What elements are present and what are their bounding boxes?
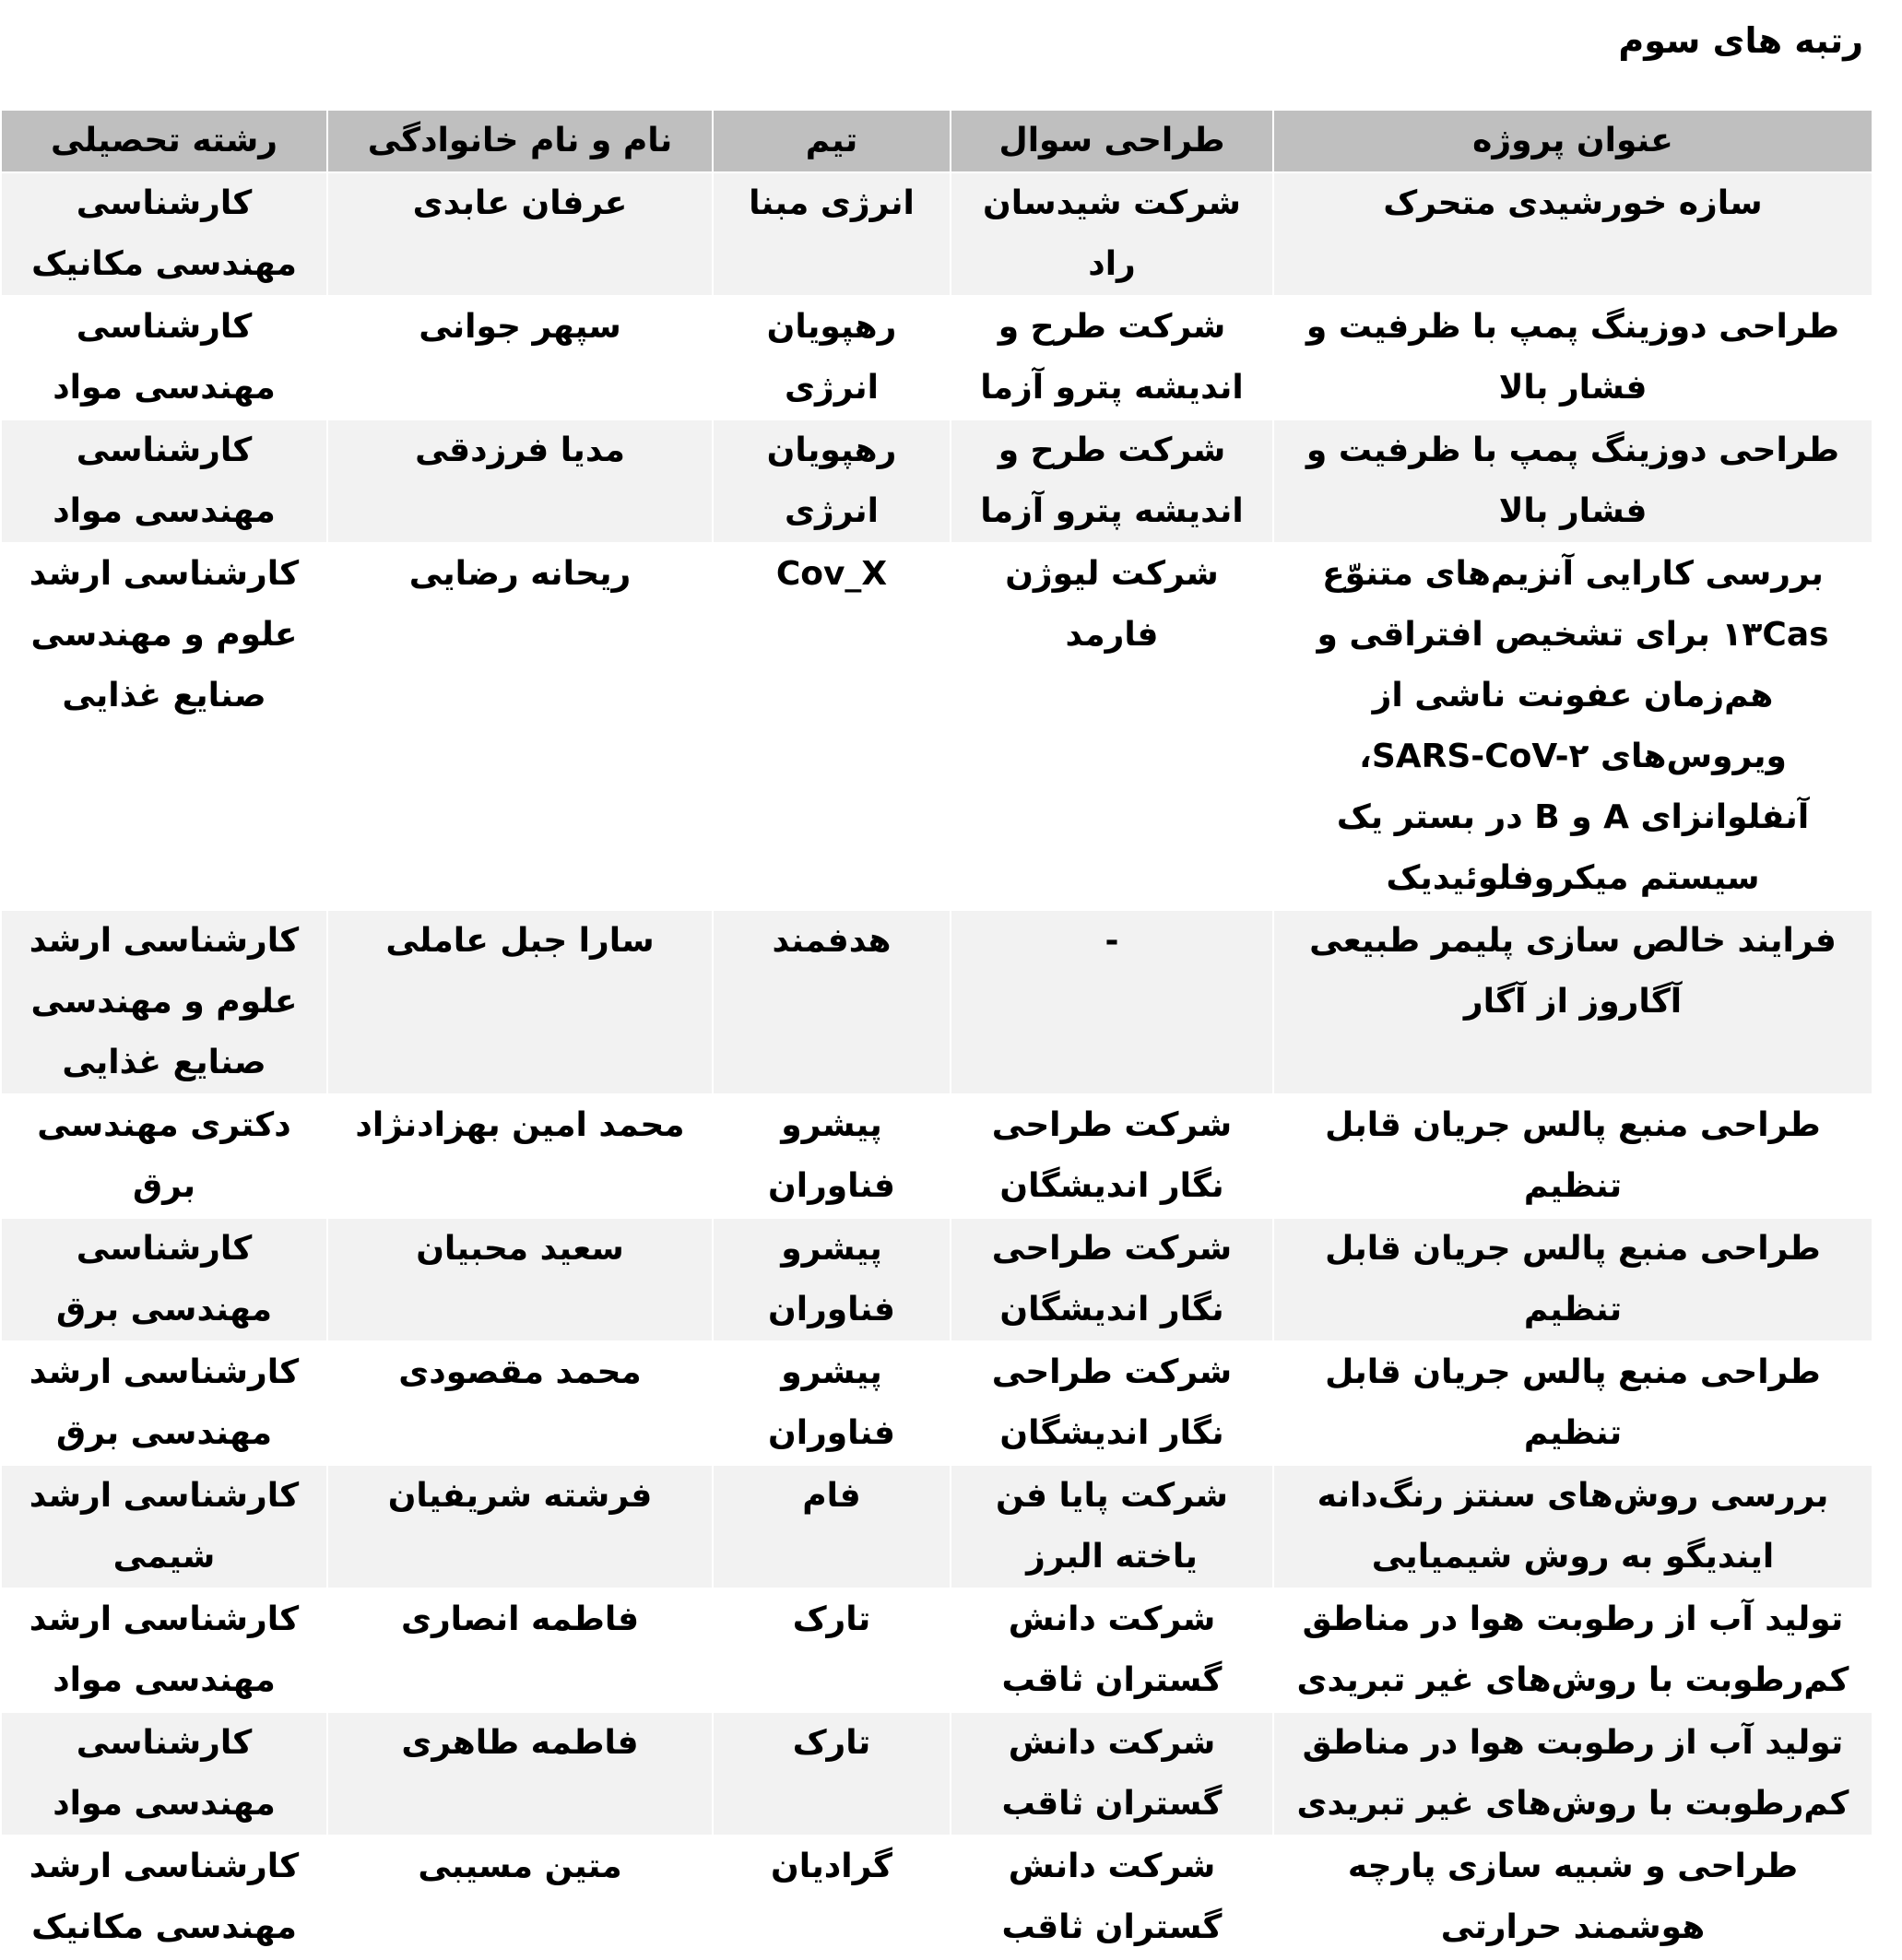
cell-full-name: محمد امین بهزادنژاد [327,1094,713,1218]
header-question-designer: طراحی سوال [951,110,1273,172]
cell-field-of-study: کارشناسی ارشد علوم و مهندسی صنایع غذایی [1,543,327,910]
cell-field-of-study: کارشناسی مهندسی مواد [1,419,327,543]
cell-team [713,543,951,910]
cell-team: رهپویان انرژی [713,419,951,543]
cell-project-title: طراحی منبع پالس جریان قابل تنظیم [1273,1218,1872,1341]
cell-full-name: فرشته شریفیان [327,1465,713,1588]
cell-question-designer: شرکت پایا فن یاخته البرز [951,1465,1273,1588]
cell-full-name: مدیا فرزدقی [327,419,713,543]
cell-full-name: سارا جبل عاملی [327,910,713,1094]
team-name-latin: Cov_X [775,555,888,593]
page-title: رتبه های سوم [1618,20,1863,61]
table-row [1,543,1872,910]
cell-project-title: بررسی کارایی آنزیم‌های متنوّع ۱۳Cas برای تشخیص افتراقی و هم‌زمان عفونت ناشی از ویروس‌های SARS-CoV-۲، آنفلوانزای A و B در بستر یک سیستم میکروفلوئیدیک [1273,543,1872,910]
cell-question-designer: شرکت طراحی نگار اندیشگان [951,1341,1273,1465]
cell-project-title: طراحی منبع پالس جریان قابل تنظیم [1273,1341,1872,1465]
cell-team: پیشرو فناوران [713,1218,951,1341]
table-row [1,1341,1872,1465]
cell-full-name: سعید محبیان [327,1218,713,1341]
table-row [1,1836,1872,1959]
cell-team: هدفمند [713,910,951,1094]
cell-project-title: سازه خورشیدی متحرک [1273,172,1872,296]
cell-question-designer: شرکت شیدسان راد [951,172,1273,296]
header-full-name: نام و نام خانوادگی [327,110,713,172]
cell-full-name: متین مسیبی [327,1836,713,1959]
cell-full-name: محمد مقصودی [327,1341,713,1465]
cell-team: گرادیان [713,1836,951,1959]
cell-question-designer: شرکت طرح و اندیشه پترو آزما [951,296,1273,419]
table-header [1,110,1872,172]
cell-full-name: فاطمه انصاری [327,1588,713,1712]
table-row [1,1465,1872,1588]
cell-team: انرژی مبنا [713,172,951,296]
cell-project-title: بررسی روش‌های سنتز رنگ‌دانه ایندیگو به روش شیمیایی [1273,1465,1872,1588]
cell-project-title: تولید آب از رطوبت هوا در مناطق کم‌رطوبت با روش‌های غیر تبریدی [1273,1588,1872,1712]
cell-project-title: فرایند خالص سازی پلیمر طبیعی آگاروز از آگار [1273,910,1872,1094]
cell-project-title: طراحی منبع پالس جریان قابل تنظیم [1273,1094,1872,1218]
cell-question-designer: شرکت طراحی نگار اندیشگان [951,1094,1273,1218]
table-row [1,296,1872,419]
cell-field-of-study: کارشناسی مهندسی مواد [1,1712,327,1836]
table-row [1,419,1872,543]
table-row [1,1218,1872,1341]
cell-question-designer: شرکت دانش گستران ثاقب [951,1836,1273,1959]
cell-full-name: ریحانه رضایی [327,543,713,910]
cell-field-of-study: کارشناسی مهندسی برق [1,1218,327,1341]
cell-field-of-study: کارشناسی ارشد مهندسی برق [1,1341,327,1465]
cell-project-title: طراحی دوزینگ پمپ با ظرفیت و فشار بالا [1273,296,1872,419]
cell-project-title: طراحی و شبیه سازی پارچه هوشمند حرارتی [1273,1836,1872,1959]
cell-project-title: طراحی دوزینگ پمپ با ظرفیت و فشار بالا [1273,419,1872,543]
cell-team: رهپویان انرژی [713,296,951,419]
header-field-of-study: رشته تحصیلی [1,110,327,172]
cell-field-of-study: کارشناسی مهندسی مکانیک [1,172,327,296]
cell-question-designer: شرکت دانش گستران ثاقب [951,1588,1273,1712]
cell-team: تارک [713,1712,951,1836]
cell-field-of-study: کارشناسی ارشد مهندسی مکانیک [1,1836,327,1959]
cell-project-title: تولید آب از رطوبت هوا در مناطق کم‌رطوبت با روش‌های غیر تبریدی [1273,1712,1872,1836]
cell-full-name: عرفان عابدی [327,172,713,296]
cell-full-name: فاطمه طاهری [327,1712,713,1836]
table-row [1,172,1872,296]
cell-field-of-study: دکتری مهندسی برق [1,1094,327,1218]
cell-question-designer: شرکت طراحی نگار اندیشگان [951,1218,1273,1341]
cell-question-designer: - [951,910,1273,1094]
header-project-title: عنوان پروژه [1273,110,1872,172]
cell-question-designer: شرکت لیوژن فارمد [951,543,1273,910]
cell-field-of-study: کارشناسی ارشد علوم و مهندسی صنایع غذایی [1,910,327,1094]
cell-question-designer: شرکت طرح و اندیشه پترو آزما [951,419,1273,543]
header-team: تیم [713,110,951,172]
results-table [0,109,1873,1960]
cell-question-designer: شرکت دانش گستران ثاقب [951,1712,1273,1836]
cell-field-of-study: کارشناسی ارشد شیمی [1,1465,327,1588]
cell-field-of-study: کارشناسی مهندسی مواد [1,296,327,419]
table-row [1,1588,1872,1712]
cell-full-name: سپهر جوانی [327,296,713,419]
table-row [1,910,1872,1094]
cell-team: پیشرو فناوران [713,1341,951,1465]
table-row [1,1712,1872,1836]
cell-team: پیشرو فناوران [713,1094,951,1218]
table-row [1,1094,1872,1218]
header-row [1,110,1872,172]
cell-team: فام [713,1465,951,1588]
cell-field-of-study: کارشناسی ارشد مهندسی مواد [1,1588,327,1712]
table-body [1,172,1872,1959]
cell-team: تارک [713,1588,951,1712]
